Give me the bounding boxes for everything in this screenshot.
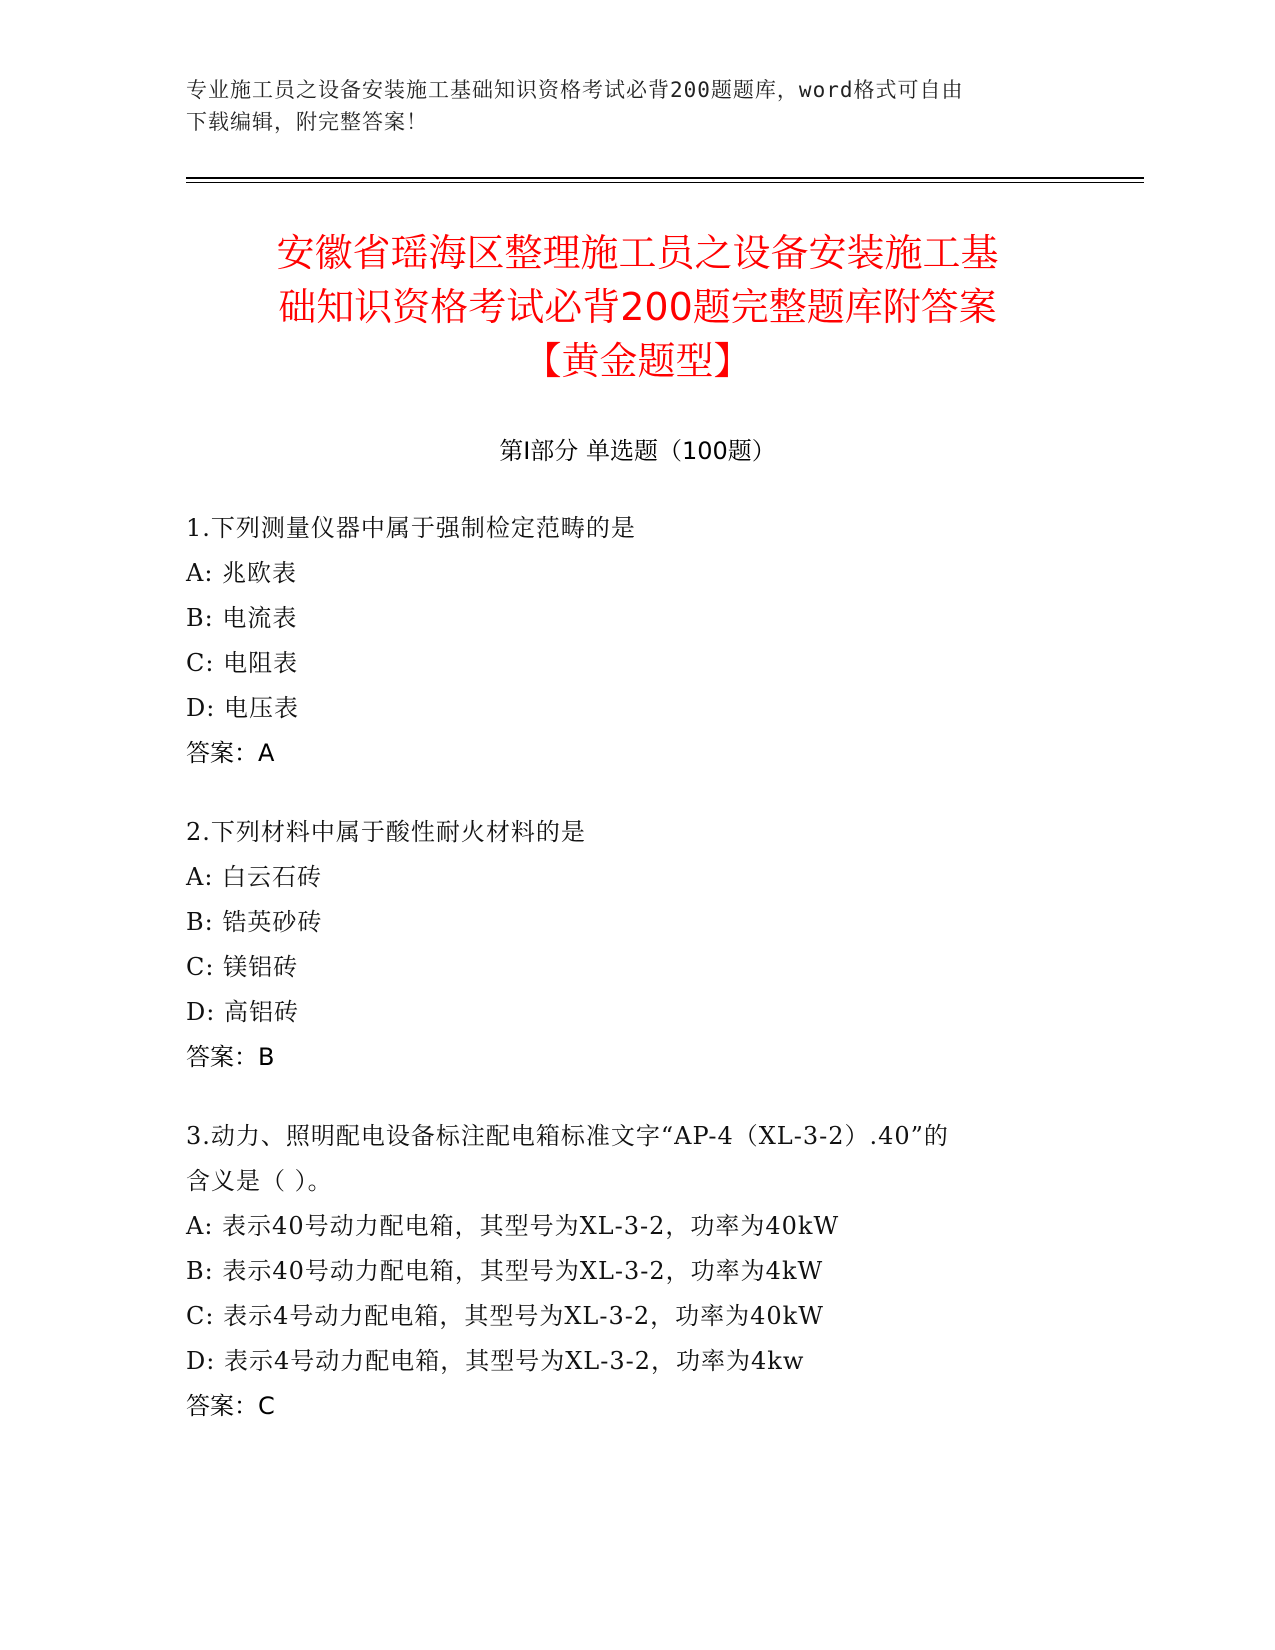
option-c: C: 镁铝砖 <box>186 953 299 981</box>
header-divider-thin <box>186 182 1144 183</box>
option-c: C: 电阻表 <box>186 649 299 677</box>
option-d: D: 表示4号动力配电箱，其型号为XL-3-2，功率为4kw <box>186 1347 805 1375</box>
answer: 答案：B <box>186 1043 275 1071</box>
document-title-line-3: 【黄金题型】 <box>523 339 752 383</box>
question-3 <box>186 1114 1086 1429</box>
section-heading: 第I部分 单选题（100题） <box>499 437 776 465</box>
question-stem: 2.下列材料中属于酸性耐火材料的是 <box>186 818 586 846</box>
question-stem-line-2: 含义是（ ）。 <box>186 1167 333 1195</box>
answer: 答案：A <box>186 739 275 767</box>
option-b: B: 电流表 <box>186 604 298 632</box>
option-d: D: 电压表 <box>186 694 299 722</box>
document-title-line-2: 础知识资格考试必背200题完整题库附答案 <box>278 285 997 329</box>
option-a: A: 白云石砖 <box>186 863 323 891</box>
header-divider-thick <box>186 177 1144 179</box>
option-b: B: 表示40号动力配电箱，其型号为XL-3-2，功率为4kW <box>186 1257 824 1285</box>
header-note-line-2: 下载编辑，附完整答案！ <box>186 110 428 134</box>
option-d: D: 高铝砖 <box>186 998 299 1026</box>
answer: 答案：C <box>186 1392 275 1420</box>
document-title-line-1: 安徽省瑶海区整理施工员之设备安装施工基 <box>276 231 999 275</box>
option-b: B: 锆英砂砖 <box>186 908 323 936</box>
option-a: A: 兆欧表 <box>186 559 298 587</box>
question-stem-line-1: 3.动力、照明配电设备标注配电箱标准文字“AP-4（XL-3-2）.40”的 <box>186 1122 949 1150</box>
document-header-note <box>186 74 1066 138</box>
option-a: A: 表示40号动力配电箱，其型号为XL-3-2，功率为40kW <box>186 1212 840 1240</box>
question-2 <box>186 810 1086 1080</box>
question-stem: 1.下列测量仪器中属于强制检定范畴的是 <box>186 514 636 542</box>
header-note-line-1: 专业施工员之设备安装施工基础知识资格考试必背200题题库，word格式可自由 <box>186 78 964 102</box>
question-1 <box>186 506 1086 776</box>
option-c: C: 表示4号动力配电箱，其型号为XL-3-2，功率为40kW <box>186 1302 824 1330</box>
document-title <box>150 226 1125 388</box>
